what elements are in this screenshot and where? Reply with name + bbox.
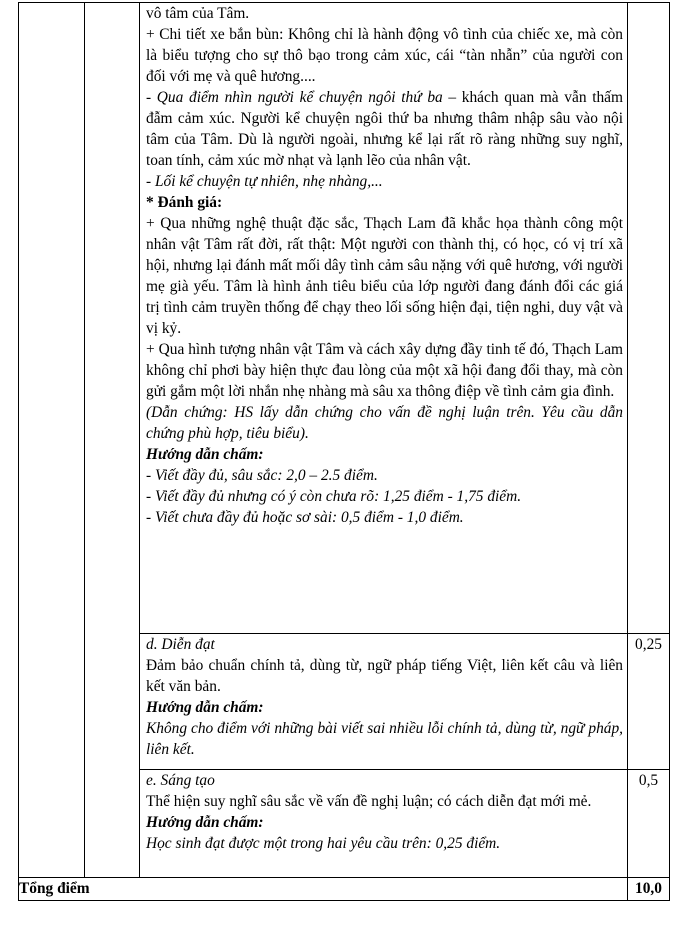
empty-cell <box>85 3 140 878</box>
guide-item: Học sinh đạt được một trong hai yêu cầu trên: 0,25 điểm. <box>146 835 501 852</box>
score-cell <box>628 3 670 634</box>
criterion-heading: d. Diễn đạt <box>146 636 215 653</box>
guide-item: - Viết đầy đủ, sâu sắc: 2,0 – 2.5 điểm. <box>146 467 378 484</box>
criterion-body: Đảm bảo chuẩn chính tả, dùng từ, ngữ pháp tiếng Việt, liên kết câu và liên kết văn bản. <box>146 657 623 695</box>
paragraph <box>146 87 623 171</box>
guide-item: - Viết đầy đủ nhưng có ý còn chưa rõ: 1,25 điểm - 1,75 điểm. <box>146 488 522 505</box>
paragraph: + Chi tiết xe bắn bùn: Không chỉ là hành động vô tình của chiếc xe, mà còn là biểu tượng cho sự thô bạo trong cảm xúc, cái “tàn nhẫn” của người con đối với mẹ và quê hương.... <box>146 26 623 85</box>
guide-label: Hướng dẫn chấm: <box>146 446 264 463</box>
score-cell: 0,25 <box>628 634 670 770</box>
total-value: 10,0 <box>628 878 670 901</box>
table-row <box>19 3 670 634</box>
paragraph: (Dẫn chứng: HS lấy dẫn chứng cho vấn đề nghị luận trên. Yêu cầu dẫn chứng phù hợp, tiêu biểu). <box>146 404 623 442</box>
guide-label: Hướng dẫn chấm: <box>146 699 264 716</box>
guide-item: - Viết chưa đầy đủ hoặc sơ sài: 0,5 điểm - 1,0 điểm. <box>146 509 464 526</box>
content-cell <box>140 3 628 634</box>
emphasis-text: - Qua điểm nhìn người kể chuyện ngôi thứ ba <box>146 89 443 106</box>
grading-table <box>18 2 670 901</box>
criterion-heading: e. Sáng tạo <box>146 772 215 789</box>
content-cell <box>140 770 628 878</box>
total-row <box>19 878 670 901</box>
paragraph: vô tâm của Tâm. <box>146 5 250 22</box>
content-cell <box>140 634 628 770</box>
paragraph: - Lối kể chuyện tự nhiên, nhẹ nhàng,... <box>146 173 383 190</box>
criterion-body: Thể hiện suy nghĩ sâu sắc về vấn đề nghị luận; có cách diễn đạt mới mẻ. <box>146 793 592 810</box>
empty-cell <box>19 3 85 878</box>
paragraph-text: – khách quan mà vẫn thấm đẫm cảm xúc. Người kể chuyện ngôi thứ ba nhưng thâm nhập sâu vào nội tâm của Tâm. Dù là người ngoài, nhưng kể lại rất rõ ràng những suy nghĩ, toan tính, cảm xúc mờ nhạt và lạnh lẽo của nhân vật. <box>146 89 623 169</box>
paragraph: + Qua hình tượng nhân vật Tâm và cách xây dựng đầy tinh tế đó, Thạch Lam không chỉ phơi bày hiện thực đau lòng của một xã hội đang đổi thay, mà còn gửi gắm một lời nhắn nhẹ nhàng mà sâu xa thông điệp về tình cảm gia đình. <box>146 341 623 400</box>
section-heading: * Đánh giá: <box>146 194 223 211</box>
total-label: Tổng điểm <box>19 878 628 901</box>
paragraph: + Qua những nghệ thuật đặc sắc, Thạch Lam đã khắc họa thành công một nhân vật Tâm rất đời, rất thật: Một người con thành thị, có học, có vị trí xã hội, nhưng lại đánh mất mối dây tình cảm sâu nặng với quê hương, với người mẹ già yếu. Tâm là hình ảnh tiêu biểu của lớp người đang đánh đổi các giá trị tình cảm truyền thống để chạy theo lối sống hiện đại, tiện nghi, duy vật và vị kỷ. <box>146 215 623 337</box>
score-cell: 0,5 <box>628 770 670 878</box>
guide-item: Không cho điểm với những bài viết sai nhiều lỗi chính tả, dùng từ, ngữ pháp, liên kết. <box>146 720 623 758</box>
guide-label: Hướng dẫn chấm: <box>146 814 264 831</box>
